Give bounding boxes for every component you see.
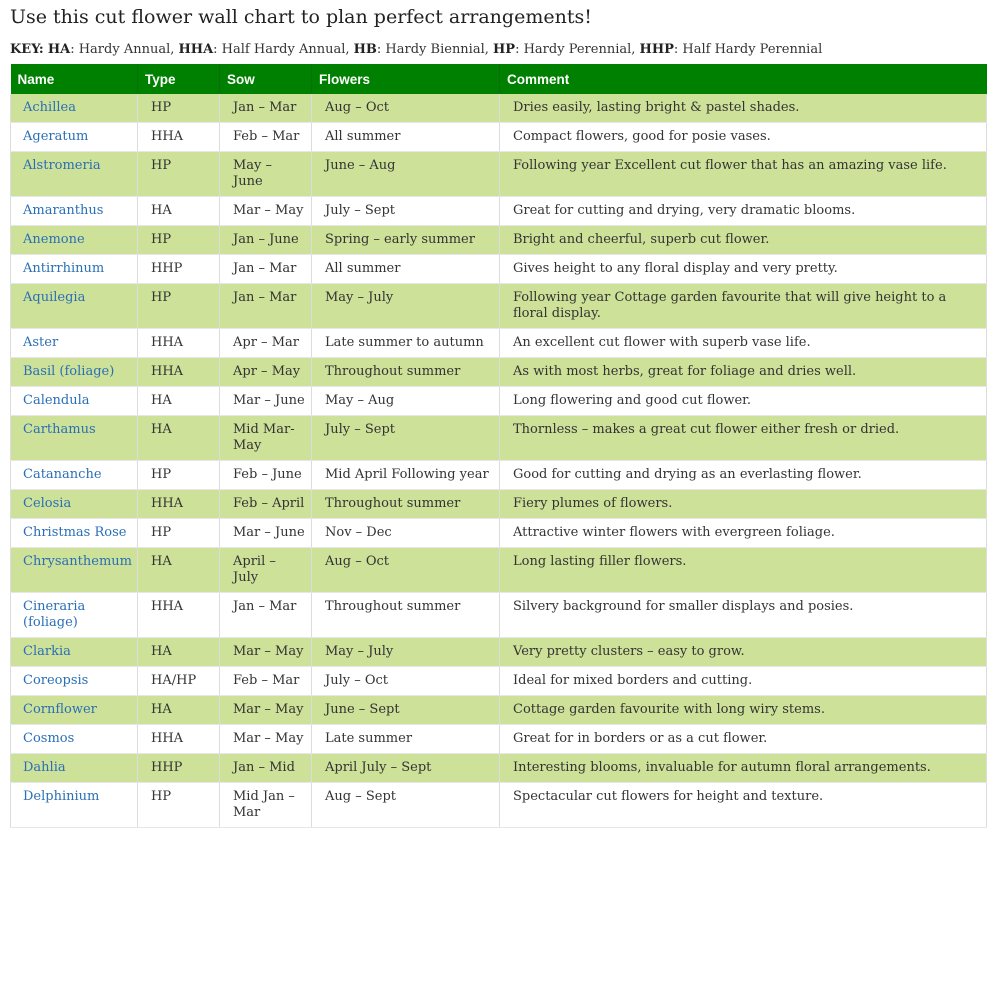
type-cell: HHA: [138, 358, 220, 387]
name-cell[interactable]: Antirrhinum: [11, 255, 138, 284]
name-cell[interactable]: Chrysanthemum: [11, 548, 138, 593]
name-cell[interactable]: Christmas Rose: [11, 519, 138, 548]
sow-cell: Feb – Mar: [220, 123, 312, 152]
flowers-cell: May – Aug: [312, 387, 500, 416]
key-abbr: HB: [353, 42, 377, 57]
flowers-cell: Throughout summer: [312, 490, 500, 519]
key-abbr: HHP: [639, 42, 674, 57]
column-header-comment: Comment: [500, 64, 987, 94]
sow-cell: Mar – May: [220, 638, 312, 667]
type-cell: HHA: [138, 329, 220, 358]
type-cell: HP: [138, 284, 220, 329]
flowers-cell: Aug – Sept: [312, 783, 500, 828]
comment-cell: Following year Excellent cut flower that has an amazing vase life.: [500, 152, 987, 197]
table-row: [11, 197, 987, 226]
sow-cell: Feb – June: [220, 461, 312, 490]
flowers-cell: July – Oct: [312, 667, 500, 696]
key-label: KEY:: [10, 42, 44, 57]
flowers-cell: Aug – Oct: [312, 548, 500, 593]
table-row: [11, 754, 987, 783]
type-cell: HHA: [138, 490, 220, 519]
table-row: [11, 416, 987, 461]
table-header-row: [11, 64, 987, 94]
flowers-cell: April July – Sept: [312, 754, 500, 783]
sow-cell: Jan – Mar: [220, 284, 312, 329]
name-cell[interactable]: Aster: [11, 329, 138, 358]
name-cell[interactable]: Amaranthus: [11, 197, 138, 226]
name-cell[interactable]: Ageratum: [11, 123, 138, 152]
key-abbr: HHA: [178, 42, 214, 57]
type-cell: HA: [138, 638, 220, 667]
sow-cell: Apr – Mar: [220, 329, 312, 358]
sow-cell: Mar – June: [220, 387, 312, 416]
sow-cell: Mid Mar-May: [220, 416, 312, 461]
type-cell: HP: [138, 226, 220, 255]
key-abbr: HP: [493, 42, 516, 57]
name-cell[interactable]: Aquilegia: [11, 284, 138, 329]
sow-cell: Mar – May: [220, 725, 312, 754]
comment-cell: Great for in borders or as a cut flower.: [500, 725, 987, 754]
sow-cell: Apr – May: [220, 358, 312, 387]
flower-chart-table: [10, 64, 987, 828]
type-cell: HA: [138, 416, 220, 461]
page-heading: Use this cut flower wall chart to plan perfect arrangements!: [10, 6, 592, 28]
table-row: [11, 226, 987, 255]
comment-cell: Long lasting filler flowers.: [500, 548, 987, 593]
key-text: : Half Hardy Annual,: [213, 42, 354, 57]
flowers-cell: July – Sept: [312, 416, 500, 461]
flowers-cell: May – July: [312, 638, 500, 667]
table-row: [11, 638, 987, 667]
flowers-cell: All summer: [312, 123, 500, 152]
flowers-cell: July – Sept: [312, 197, 500, 226]
name-cell[interactable]: Basil (foliage): [11, 358, 138, 387]
column-header-sow: Sow: [220, 64, 312, 94]
name-cell[interactable]: Anemone: [11, 226, 138, 255]
type-cell: HHP: [138, 754, 220, 783]
flowers-cell: Mid April Following year: [312, 461, 500, 490]
comment-cell: Fiery plumes of flowers.: [500, 490, 987, 519]
comment-cell: Good for cutting and drying as an everlasting flower.: [500, 461, 987, 490]
comment-cell: Very pretty clusters – easy to grow.: [500, 638, 987, 667]
table-row: [11, 387, 987, 416]
comment-cell: Interesting blooms, invaluable for autumn floral arrangements.: [500, 754, 987, 783]
sow-cell: Mar – May: [220, 197, 312, 226]
column-header-name: Name: [11, 64, 138, 94]
key-legend: [10, 42, 822, 57]
table-row: [11, 329, 987, 358]
type-cell: HHA: [138, 593, 220, 638]
sow-cell: Mar – June: [220, 519, 312, 548]
table-row: [11, 94, 987, 123]
name-cell[interactable]: Cosmos: [11, 725, 138, 754]
comment-cell: Bright and cheerful, superb cut flower.: [500, 226, 987, 255]
type-cell: HP: [138, 783, 220, 828]
comment-cell: Silvery background for smaller displays and posies.: [500, 593, 987, 638]
table-row: [11, 696, 987, 725]
comment-cell: An excellent cut flower with superb vase life.: [500, 329, 987, 358]
comment-cell: Dries easily, lasting bright & pastel shades.: [500, 94, 987, 123]
flowers-cell: Nov – Dec: [312, 519, 500, 548]
name-cell[interactable]: Calendula: [11, 387, 138, 416]
sow-cell: Mid Jan – Mar: [220, 783, 312, 828]
name-cell[interactable]: Catananche: [11, 461, 138, 490]
table-row: [11, 255, 987, 284]
key-text: : Hardy Annual,: [70, 42, 179, 57]
comment-cell: Spectacular cut flowers for height and texture.: [500, 783, 987, 828]
comment-cell: Attractive winter flowers with evergreen foliage.: [500, 519, 987, 548]
name-cell[interactable]: Cornflower: [11, 696, 138, 725]
table-row: [11, 461, 987, 490]
comment-cell: Ideal for mixed borders and cutting.: [500, 667, 987, 696]
key-text: : Half Hardy Perennial: [673, 42, 823, 57]
type-cell: HA: [138, 548, 220, 593]
type-cell: HHP: [138, 255, 220, 284]
comment-cell: Thornless – makes a great cut flower either fresh or dried.: [500, 416, 987, 461]
flowers-cell: Aug – Oct: [312, 94, 500, 123]
type-cell: HHA: [138, 123, 220, 152]
column-header-type: Type: [138, 64, 220, 94]
flowers-cell: May – July: [312, 284, 500, 329]
table-row: [11, 548, 987, 593]
sow-cell: April – July: [220, 548, 312, 593]
key-text: : Hardy Biennial,: [376, 42, 494, 57]
name-cell[interactable]: Alstromeria: [11, 152, 138, 197]
comment-cell: Following year Cottage garden favourite that will give height to a floral display.: [500, 284, 987, 329]
name-cell[interactable]: Dahlia: [11, 754, 138, 783]
table-row: [11, 783, 987, 828]
table-row: [11, 284, 987, 329]
type-cell: HP: [138, 461, 220, 490]
type-cell: HA: [138, 387, 220, 416]
sow-cell: Jan – June: [220, 226, 312, 255]
flowers-cell: June – Sept: [312, 696, 500, 725]
comment-cell: Gives height to any floral display and very pretty.: [500, 255, 987, 284]
type-cell: HA: [138, 197, 220, 226]
name-cell[interactable]: Clarkia: [11, 638, 138, 667]
sow-cell: May – June: [220, 152, 312, 197]
table-row: [11, 358, 987, 387]
flowers-cell: Spring – early summer: [312, 226, 500, 255]
comment-cell: Cottage garden favourite with long wiry stems.: [500, 696, 987, 725]
comment-cell: Great for cutting and drying, very dramatic blooms.: [500, 197, 987, 226]
sow-cell: Feb – April: [220, 490, 312, 519]
table-row: [11, 490, 987, 519]
name-cell[interactable]: Cineraria (foliage): [11, 593, 138, 638]
flowers-cell: Late summer to autumn: [312, 329, 500, 358]
type-cell: HA: [138, 696, 220, 725]
sow-cell: Jan – Mar: [220, 255, 312, 284]
key-text: : Hardy Perennial,: [515, 42, 640, 57]
comment-cell: As with most herbs, great for foliage and dries well.: [500, 358, 987, 387]
column-header-flowers: Flowers: [312, 64, 500, 94]
flowers-cell: Throughout summer: [312, 593, 500, 638]
sow-cell: Mar – May: [220, 696, 312, 725]
flowers-cell: Late summer: [312, 725, 500, 754]
table-row: [11, 667, 987, 696]
sow-cell: Feb – Mar: [220, 667, 312, 696]
table-row: [11, 152, 987, 197]
type-cell: HP: [138, 152, 220, 197]
sow-cell: Jan – Mar: [220, 94, 312, 123]
name-cell[interactable]: Carthamus: [11, 416, 138, 461]
flowers-cell: Throughout summer: [312, 358, 500, 387]
key-abbr: HA: [47, 42, 71, 57]
table-row: [11, 725, 987, 754]
name-cell[interactable]: Achillea: [11, 94, 138, 123]
table-row: [11, 519, 987, 548]
table-row: [11, 123, 987, 152]
type-cell: HHA: [138, 725, 220, 754]
type-cell: HP: [138, 94, 220, 123]
comment-cell: Long flowering and good cut flower.: [500, 387, 987, 416]
table-row: [11, 593, 987, 638]
flowers-cell: All summer: [312, 255, 500, 284]
comment-cell: Compact flowers, good for posie vases.: [500, 123, 987, 152]
type-cell: HA/HP: [138, 667, 220, 696]
sow-cell: Jan – Mar: [220, 593, 312, 638]
name-cell[interactable]: Coreopsis: [11, 667, 138, 696]
flowers-cell: June – Aug: [312, 152, 500, 197]
name-cell[interactable]: Delphinium: [11, 783, 138, 828]
type-cell: HP: [138, 519, 220, 548]
sow-cell: Jan – Mid: [220, 754, 312, 783]
name-cell[interactable]: Celosia: [11, 490, 138, 519]
